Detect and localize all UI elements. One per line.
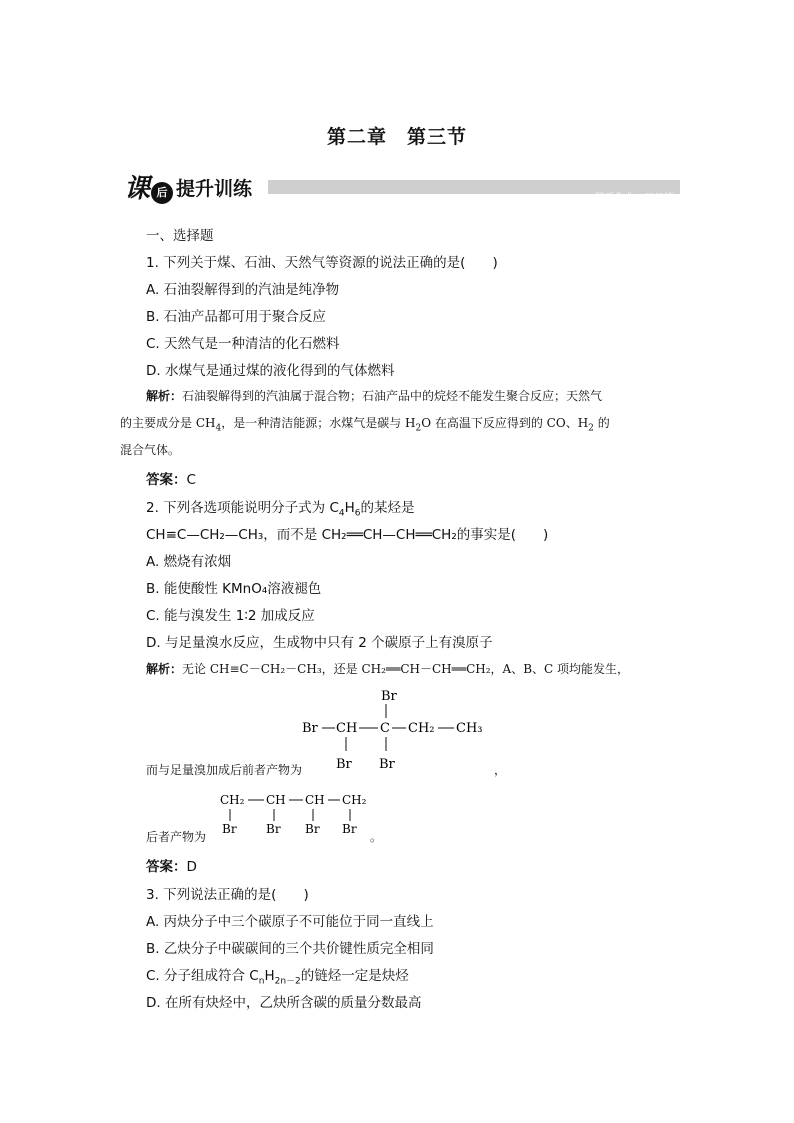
q2-stem-seg: H bbox=[344, 500, 355, 516]
s2-ch2-right: CH₂ bbox=[342, 793, 367, 807]
s2-br-3: Br bbox=[305, 822, 320, 836]
s2-br-1: Br bbox=[222, 822, 237, 836]
q1-analysis-seg: O 在高温下反应得到的 CO、H bbox=[421, 416, 589, 430]
s1-ch: CH bbox=[336, 721, 358, 736]
q3-option-a: A. 丙炔分子中三个碳原子不可能位于同一直线上 bbox=[146, 914, 434, 930]
q3-option-c-sub: n bbox=[258, 976, 265, 987]
q2-option-d: D. 与足量溴水反应，生成物中只有 2 个碳原子上有溴原子 bbox=[146, 635, 493, 651]
q1-analysis-text1: 石油裂解得到的汽油属于混合物；石油产品中的烷烃不能发生聚合反应；天然气 bbox=[182, 389, 603, 403]
s1-ch3: CH₃ bbox=[456, 721, 483, 736]
s1-ch2: CH₂ bbox=[408, 721, 435, 736]
q2-analysis-text1: 无论 CH≡C－CH₂－CH₃，还是 CH₂══CH－CH══CH₂，A、B、C 项均能发生， bbox=[182, 662, 630, 676]
q2-stem-sub: 6 bbox=[354, 508, 361, 519]
q2-stem-seg: 的某烃是 bbox=[360, 500, 415, 516]
q3-stem: 3. 下列说法正确的是( ) bbox=[146, 887, 309, 903]
q2-stem bbox=[146, 496, 415, 519]
q3-option-c bbox=[146, 964, 409, 987]
q3-option-b: B. 乙炔分子中碳碳间的三个共价键性质完全相同 bbox=[146, 941, 434, 957]
q2-answer bbox=[146, 855, 197, 875]
q1-analysis-sub: 4 bbox=[215, 423, 222, 434]
q3-option-c-seg: H bbox=[264, 968, 275, 984]
q2-option-a: A. 燃烧有浓烟 bbox=[146, 554, 232, 570]
q1-option-d: D. 水煤气是通过煤的液化得到的气体燃料 bbox=[146, 363, 395, 379]
banner-label: 提升训练 bbox=[176, 178, 253, 200]
q2-option-c: C. 能与溴发生 1∶2 加成反应 bbox=[146, 608, 315, 624]
q1-stem: 1. 下列关于煤、石油、天然气等资源的说法正确的是( ) bbox=[146, 255, 498, 271]
q2-analysis-line1 bbox=[146, 660, 629, 677]
q1-analysis-line1 bbox=[146, 387, 602, 404]
section-banner bbox=[118, 168, 680, 210]
page-title: 第二章 第三节 bbox=[326, 126, 467, 148]
q1-analysis-line2 bbox=[120, 414, 610, 434]
q1-option-a: A. 石油裂解得到的汽油是纯净物 bbox=[146, 282, 340, 298]
s1-br-left: Br bbox=[302, 721, 318, 736]
s2-br-4: Br bbox=[342, 822, 357, 836]
banner-badge: 后 bbox=[151, 182, 173, 204]
q1-option-b: B. 石油产品都可用于聚合反应 bbox=[146, 309, 326, 325]
s1-br-bottom-1: Br bbox=[336, 757, 352, 772]
q1-answer-value: C bbox=[186, 472, 196, 488]
q2-analysis-line2-end: ， bbox=[494, 763, 507, 777]
q2-answer-label: 答案： bbox=[146, 859, 187, 875]
structure-product-2 bbox=[216, 790, 376, 840]
q1-answer bbox=[146, 468, 196, 488]
q2-analysis-line2: 而与足量溴加成后前者产物为 bbox=[146, 763, 303, 777]
q1-analysis-seg: 的 bbox=[593, 416, 610, 430]
s1-c: C bbox=[380, 721, 390, 736]
s1-br-top: Br bbox=[381, 689, 397, 704]
banner-glyph: 课 bbox=[124, 174, 151, 204]
q2-analysis-line3-end: 。 bbox=[370, 830, 383, 844]
s2-ch-2: CH bbox=[305, 793, 325, 807]
q1-analysis-sub: 2 bbox=[588, 423, 594, 434]
s2-ch2-left: CH₂ bbox=[220, 793, 245, 807]
q2-stem-sub: 4 bbox=[338, 508, 345, 519]
q2-analysis-label: 解析： bbox=[146, 662, 183, 676]
banner-tail: 课后作业 · 日日清 bbox=[594, 193, 674, 204]
q2-stem-seg: 2. 下列各选项能说明分子式为 C bbox=[146, 500, 339, 516]
structure-product-1 bbox=[298, 684, 498, 774]
q3-option-c-seg: C. 分子组成符合 C bbox=[146, 968, 259, 984]
q2-analysis-line3: 后者产物为 bbox=[146, 830, 207, 844]
q1-analysis-sub: 2 bbox=[415, 423, 422, 434]
s2-ch-1: CH bbox=[266, 793, 286, 807]
q1-analysis-seg: ，是一种清洁能源；水煤气是碳与 H bbox=[221, 416, 416, 430]
q3-option-d: D. 在所有炔烃中，乙炔所含碳的质量分数最高 bbox=[146, 995, 422, 1011]
s1-br-bottom-2: Br bbox=[379, 757, 395, 772]
q2-answer-value: D bbox=[186, 859, 197, 875]
q1-option-c: C. 天然气是一种清洁的化石燃料 bbox=[146, 336, 340, 352]
q1-analysis-line3: 混合气体。 bbox=[120, 443, 181, 457]
q3-option-c-seg: 的链烃一定是炔烃 bbox=[300, 968, 409, 984]
q3-option-c-sub: 2n－2 bbox=[274, 976, 301, 987]
q1-analysis-seg: 的主要成分是 CH bbox=[120, 416, 216, 430]
s2-br-2: Br bbox=[266, 822, 281, 836]
q1-answer-label: 答案： bbox=[146, 472, 187, 488]
q2-stem-line2: CH≡C—CH₂—CH₃，而不是 CH₂══CH—CH══CH₂的事实是( ) bbox=[146, 527, 549, 543]
banner-bar bbox=[268, 180, 680, 204]
q2-option-b: B. 能使酸性 KMnO₄溶液褪色 bbox=[146, 581, 322, 597]
q1-analysis-label: 解析： bbox=[146, 389, 183, 403]
section-heading: 一、选择题 bbox=[146, 228, 214, 244]
